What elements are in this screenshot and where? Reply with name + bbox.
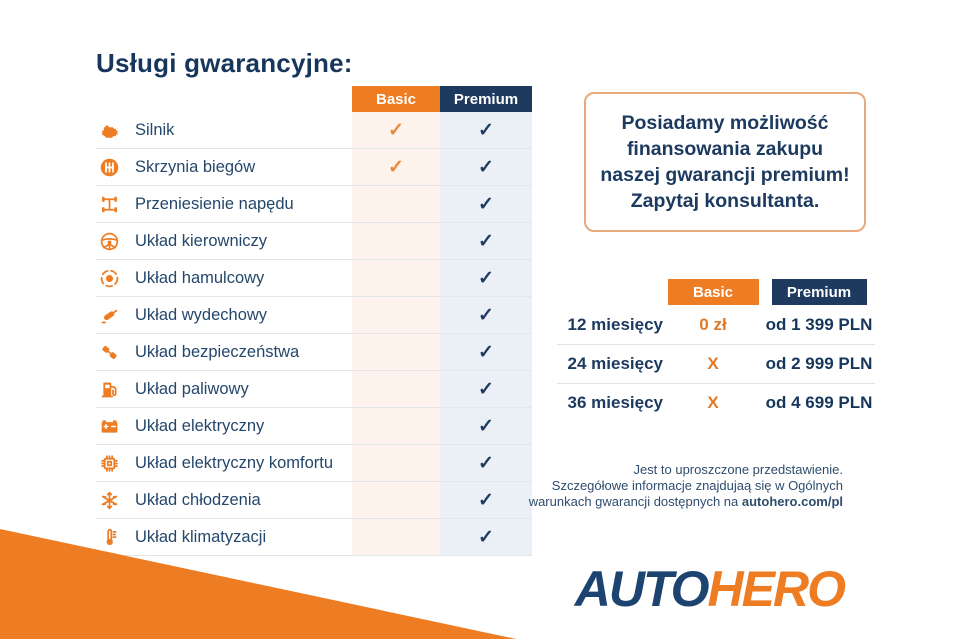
service-label: Układ kierowniczy — [135, 231, 268, 250]
premium-check: ✓ — [440, 260, 532, 296]
financing-promo-box — [584, 92, 866, 232]
pricing-basic-value: X — [663, 344, 763, 383]
fuel-pump-icon — [96, 379, 135, 400]
service-label: Układ wydechowy — [135, 305, 268, 324]
basic-check — [352, 371, 440, 407]
table-row — [96, 334, 532, 371]
pricing-basic-value: X — [663, 383, 763, 422]
basic-check — [352, 482, 440, 518]
table-row — [96, 223, 532, 260]
basic-check — [352, 334, 440, 370]
pricing-premium-value: od 2 999 PLN — [763, 344, 875, 383]
promo-text-line: naszej gwarancji premium! — [600, 164, 850, 186]
gearbox-icon — [96, 157, 135, 178]
basic-check — [352, 223, 440, 259]
pricing-basic-header: Basic — [668, 279, 759, 305]
steering-wheel-icon — [96, 231, 135, 252]
premium-check: ✓ — [440, 112, 532, 148]
service-label: Układ hamulcowy — [135, 268, 265, 287]
promo-text-line: finansowania zakupu — [626, 138, 824, 160]
premium-check: ✓ — [440, 482, 532, 518]
table-row — [96, 408, 532, 445]
disclaimer-url: autohero.com/pl — [741, 494, 843, 509]
basic-check — [352, 445, 440, 481]
disclaimer-line: Jest to uproszczone przedstawienie. — [633, 462, 843, 477]
table-row — [96, 445, 532, 482]
promo-text-line: Zapytaj konsultanta. — [630, 190, 820, 212]
service-label: Układ paliwowy — [135, 379, 249, 398]
table-row — [96, 260, 532, 297]
premium-check: ✓ — [440, 519, 532, 555]
logo-hero-part: HERO — [707, 561, 844, 617]
service-label: Układ elektryczny komfortu — [135, 453, 334, 472]
basic-check: ✓ — [352, 149, 440, 185]
logo-auto-part: AUTO — [574, 561, 708, 617]
service-label: Skrzynia biegów — [135, 157, 256, 176]
service-label: Układ elektryczny — [135, 416, 265, 435]
premium-check: ✓ — [440, 186, 532, 222]
service-label: Układ klimatyzacji — [135, 527, 267, 546]
drivetrain-icon — [96, 194, 135, 215]
thermometer-icon — [96, 527, 135, 548]
premium-check: ✓ — [440, 223, 532, 259]
disclaimer-line: Szczegółowe informacje znajdujaą się w Ogólnych — [551, 478, 843, 493]
premium-check: ✓ — [440, 445, 532, 481]
table-row — [96, 112, 532, 149]
service-label: Silnik — [135, 120, 175, 139]
basic-check — [352, 297, 440, 333]
basic-check: ✓ — [352, 112, 440, 148]
exhaust-icon — [96, 305, 135, 326]
basic-check — [352, 408, 440, 444]
disclaimer-text — [529, 462, 843, 510]
basic-check — [352, 260, 440, 296]
pricing-table — [557, 278, 875, 422]
disclaimer-line-prefix: warunkach gwarancji dostępnych na — [528, 494, 742, 509]
basic-column-header: Basic — [352, 86, 440, 112]
seatbelt-icon — [96, 342, 135, 363]
table-row — [96, 519, 532, 556]
table-row — [96, 186, 532, 223]
basic-check — [352, 186, 440, 222]
basic-check — [352, 519, 440, 555]
premium-check: ✓ — [440, 408, 532, 444]
chip-icon — [96, 453, 135, 474]
premium-check: ✓ — [440, 371, 532, 407]
pricing-premium-value: od 4 699 PLN — [763, 383, 875, 422]
pricing-term: 36 miesięcy — [557, 383, 663, 422]
snowflake-icon — [96, 490, 135, 511]
premium-check: ✓ — [440, 297, 532, 333]
pricing-term: 12 miesięcy — [567, 315, 663, 334]
table-header-row — [96, 86, 532, 112]
premium-check: ✓ — [440, 334, 532, 370]
pricing-premium-value: od 1 399 PLN — [765, 315, 873, 334]
page-title: Usługi gwarancyjne: — [96, 48, 353, 78]
table-row — [96, 371, 532, 408]
autohero-logo — [575, 560, 844, 618]
table-row — [96, 482, 532, 519]
battery-icon — [96, 416, 135, 437]
brake-disc-icon — [96, 268, 135, 289]
engine-icon — [96, 120, 135, 141]
premium-column-header: Premium — [440, 86, 532, 112]
promo-text-line: Posiadamy możliwość — [621, 112, 829, 134]
premium-check: ✓ — [440, 149, 532, 185]
service-label: Przeniesienie napędu — [135, 194, 294, 213]
table-row — [96, 297, 532, 334]
pricing-basic-value: 0 zł — [699, 315, 727, 334]
pricing-term: 24 miesięcy — [557, 344, 663, 383]
service-label: Układ chłodzenia — [135, 490, 261, 509]
table-row — [96, 149, 532, 186]
pricing-premium-header: Premium — [772, 279, 867, 305]
disclaimer-line — [529, 494, 843, 510]
warranty-services-table — [96, 86, 532, 556]
service-label: Układ bezpieczeństwa — [135, 342, 300, 361]
